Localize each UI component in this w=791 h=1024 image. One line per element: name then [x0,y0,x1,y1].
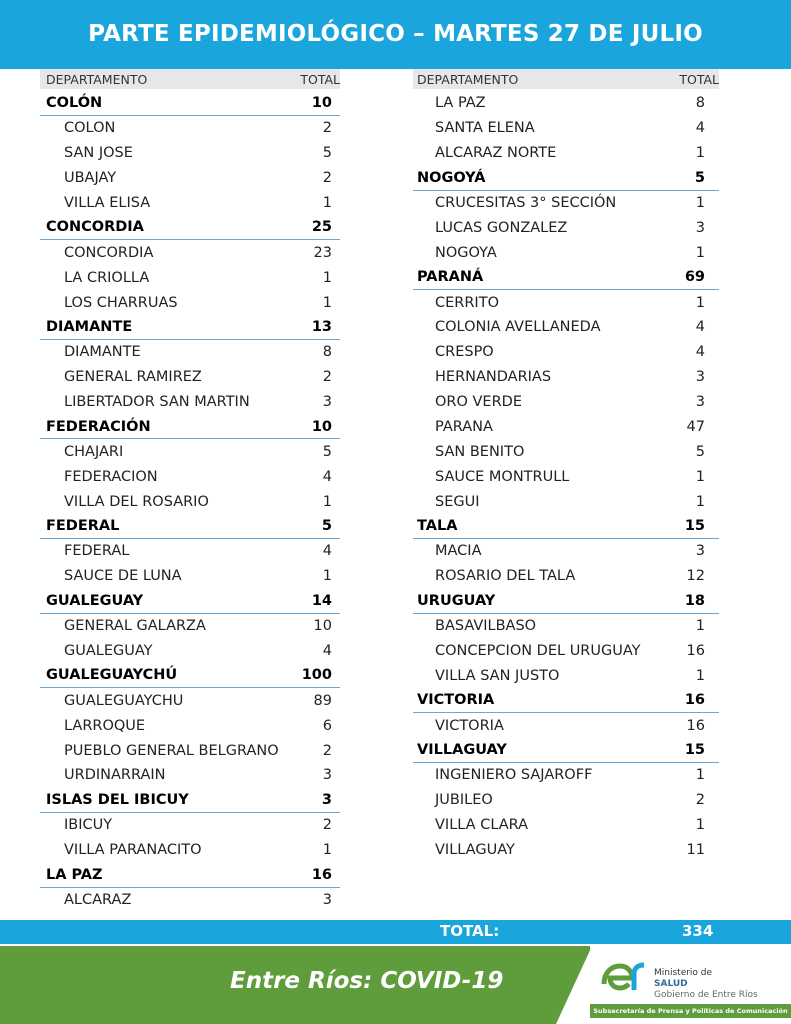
locality-row [40,340,340,365]
locality-row [40,290,340,315]
locality-total: 89 [313,692,332,709]
department-total: 69 [684,269,705,286]
locality-row [40,141,340,166]
department-name: URUGUAY [417,592,496,609]
locality-row [413,838,719,863]
locality-total: 3 [695,394,705,411]
locality-total: 1 [695,294,705,311]
locality-name: CERRITO [435,294,499,311]
locality-name: LOS CHARRUAS [64,294,178,311]
locality-name: LARROQUE [64,717,146,734]
right-rows [413,91,719,863]
locality-name: URDINARRAIN [64,767,166,784]
department-total: 5 [694,169,705,186]
locality-total: 8 [695,95,705,112]
locality-name: SAUCE DE LUNA [64,568,182,585]
locality-total: 3 [322,394,332,411]
department-name: LA PAZ [46,866,103,883]
locality-name: SANTA ELENA [435,120,535,137]
department-header: DEPARTAMENTO [46,71,148,87]
locality-total: 2 [322,170,332,187]
locality-name: ALCARAZ NORTE [435,145,557,162]
department-row [40,663,340,688]
department-total: 25 [311,219,332,236]
footer [0,946,791,1024]
locality-total: 1 [322,493,332,510]
department-name: GUALEGUAY [46,592,144,609]
locality-total: 2 [322,120,332,137]
locality-total: 3 [695,543,705,560]
locality-row [40,265,340,290]
locality-row [413,614,719,639]
department-row [413,688,719,713]
locality-total: 2 [695,792,705,809]
locality-row [413,439,719,464]
locality-row [413,390,719,415]
department-name: NOGOYÁ [417,169,486,186]
department-total: 13 [311,318,332,335]
locality-name: COLONIA AVELLANEDA [435,319,601,336]
department-name: VICTORIA [417,692,495,709]
department-row [40,514,340,539]
locality-row [40,390,340,415]
department-name: DIAMANTE [46,318,133,335]
locality-name: VICTORIA [435,717,504,734]
locality-total: 2 [322,817,332,834]
locality-name: ROSARIO DEL TALA [435,568,576,585]
locality-name: IBICUY [64,817,113,834]
locality-name: INGENIERO SAJAROFF [435,767,593,784]
locality-row [40,838,340,863]
locality-row [40,439,340,464]
locality-name: GUALEGUAYCHU [64,692,184,709]
locality-name: DIAMANTE [64,344,141,361]
locality-total: 1 [322,269,332,286]
department-name: VILLAGUAY [417,742,507,759]
locality-row [40,116,340,141]
locality-total: 1 [695,817,705,834]
locality-row [40,614,340,639]
locality-name: ORO VERDE [435,394,522,411]
department-row [413,265,719,290]
locality-row [40,813,340,838]
locality-row [40,365,340,390]
locality-row [40,166,340,191]
department-row [413,166,719,191]
department-total: 15 [684,518,705,535]
total-header: TOTAL [300,71,340,87]
locality-name: GENERAL RAMIREZ [64,369,202,386]
locality-total: 1 [322,568,332,585]
logo-line3: Gobierno de Entre Ríos [654,990,758,1000]
locality-row [413,116,719,141]
column-header [413,69,719,89]
locality-row [413,215,719,240]
department-row [413,738,719,763]
locality-name: ALCARAZ [64,891,132,908]
locality-row [40,639,340,664]
locality-row [413,713,719,738]
total-value: 334 [682,922,714,940]
left-column [40,69,340,912]
locality-row [40,688,340,713]
locality-row [40,240,340,265]
logo-line1: Ministerio de [654,968,713,978]
total-bar [0,920,791,944]
locality-row [40,763,340,788]
footer-tagline: Entre Ríos: COVID-19 [230,968,504,994]
locality-name: HERNANDARIAS [435,369,552,386]
locality-row [413,813,719,838]
locality-total: 47 [686,419,705,436]
department-row [40,215,340,240]
locality-total: 4 [695,319,705,336]
locality-row [413,191,719,216]
locality-name: COLON [64,120,116,137]
locality-row [413,141,719,166]
locality-row [40,564,340,589]
department-row [40,315,340,340]
locality-total: 6 [322,717,332,734]
total-header: TOTAL [679,71,719,87]
locality-row [40,464,340,489]
locality-total: 1 [695,195,705,211]
locality-name: FEDERAL [64,543,130,560]
department-name: FEDERAL [46,518,120,535]
locality-name: CHAJARI [64,443,124,460]
locality-row [413,464,719,489]
locality-row [413,415,719,440]
left-rows [40,91,340,912]
locality-total: 11 [686,842,705,859]
department-total: 18 [684,592,705,609]
page-title: PARTE EPIDEMIOLÓGICO – MARTES 27 DE JULIO [0,0,791,69]
department-total: 10 [311,418,332,435]
locality-name: CONCEPCION DEL URUGUAY [435,643,641,660]
locality-row [413,564,719,589]
locality-name: GUALEGUAY [64,643,153,660]
department-total: 16 [684,692,705,709]
locality-name: SAN JOSE [64,145,133,162]
locality-total: 1 [695,145,705,162]
locality-total: 1 [695,618,705,635]
locality-row [413,340,719,365]
total-label: TOTAL: [440,922,500,940]
locality-row [413,315,719,340]
department-row [40,788,340,813]
locality-row [40,489,340,514]
locality-total: 3 [695,369,705,386]
locality-row [413,788,719,813]
department-name: FEDERACIÓN [46,418,151,435]
locality-name: LA CRIOLLA [64,269,150,286]
locality-name: JUBILEO [435,792,493,809]
locality-name: VILLA CLARA [435,817,529,834]
locality-name: VILLA SAN JUSTO [435,667,560,684]
department-total: 14 [311,592,332,609]
locality-name: NOGOYA [435,244,497,261]
locality-total: 1 [322,842,332,859]
locality-total: 4 [695,120,705,137]
locality-name: UBAJAY [64,170,117,187]
locality-row [40,713,340,738]
locality-name: LIBERTADOR SAN MARTIN [64,394,250,411]
department-row [40,589,340,614]
department-name: TALA [417,518,458,535]
locality-total: 4 [322,543,332,560]
locality-total: 1 [695,244,705,261]
locality-total: 3 [322,891,332,908]
locality-name: SEGUI [435,493,480,510]
department-total: 100 [301,667,332,684]
department-total: 16 [311,866,332,883]
locality-total: 1 [695,767,705,784]
locality-row [40,539,340,564]
locality-name: VILLAGUAY [435,842,515,859]
locality-name: CONCORDIA [64,244,154,261]
locality-total: 1 [322,294,332,311]
locality-total: 8 [322,344,332,361]
locality-name: SAN BENITO [435,443,525,460]
locality-total: 3 [322,767,332,784]
locality-total: 10 [313,618,332,635]
department-name: GUALEGUAYCHÚ [46,667,178,684]
locality-name: VILLA DEL ROSARIO [64,493,209,510]
locality-row [40,888,340,913]
logo-text [654,968,758,1001]
locality-name: FEDERACION [64,468,158,485]
department-name: ISLAS DEL IBICUY [46,791,189,808]
department-total: 10 [311,94,332,111]
locality-row [40,738,340,763]
department-row [413,514,719,539]
locality-name: PUEBLO GENERAL BELGRANO [64,742,279,759]
locality-row [413,763,719,788]
locality-row [413,639,719,664]
department-total: 3 [321,791,332,808]
locality-row [413,489,719,514]
ministry-logo [590,946,791,1024]
locality-total: 16 [686,643,705,660]
locality-row [413,365,719,390]
locality-row [413,663,719,688]
locality-total: 12 [686,568,705,585]
locality-total: 4 [695,344,705,361]
footer-slant [556,946,592,1024]
department-row [413,589,719,614]
locality-total: 1 [322,195,332,211]
department-total: 5 [321,518,332,535]
locality-total: 5 [322,145,332,162]
locality-name: SAUCE MONTRULL [435,468,570,485]
department-row [40,863,340,888]
locality-name: GENERAL GALARZA [64,618,206,635]
locality-total: 2 [322,369,332,386]
locality-name: VILLA ELISA [64,195,151,211]
locality-total: 5 [322,443,332,460]
locality-total: 16 [686,717,705,734]
locality-total: 1 [695,468,705,485]
locality-total: 23 [313,244,332,261]
locality-total: 4 [322,643,332,660]
department-header: DEPARTAMENTO [417,71,519,87]
locality-name: LA PAZ [435,95,486,112]
logo-line2: SALUD [654,979,688,989]
department-row [40,91,340,116]
department-row [40,415,340,440]
locality-row [413,290,719,315]
locality-name: CRUCESITAS 3° SECCIÓN [435,195,617,211]
locality-total: 2 [322,742,332,759]
locality-name: CRESPO [435,344,494,361]
locality-row [413,240,719,265]
logo-strip: Subsecretaría de Prensa y Políticas de Comunicación [590,1004,791,1018]
locality-name: MACIA [435,543,482,560]
locality-name: LUCAS GONZALEZ [435,219,568,236]
locality-name: VILLA PARANACITO [64,842,202,859]
er-logo-icon [598,956,650,998]
locality-total: 5 [695,443,705,460]
locality-row [40,191,340,216]
department-name: COLÓN [46,94,103,111]
locality-row [413,91,719,116]
right-column [413,69,719,863]
department-name: CONCORDIA [46,219,144,236]
locality-name: PARANA [435,419,493,436]
department-total: 15 [684,742,705,759]
locality-total: 1 [695,493,705,510]
locality-row [413,539,719,564]
locality-name: BASAVILBASO [435,618,537,635]
locality-total: 1 [695,667,705,684]
locality-total: 3 [695,219,705,236]
department-name: PARANÁ [417,269,484,286]
locality-total: 4 [322,468,332,485]
column-header [40,69,340,89]
